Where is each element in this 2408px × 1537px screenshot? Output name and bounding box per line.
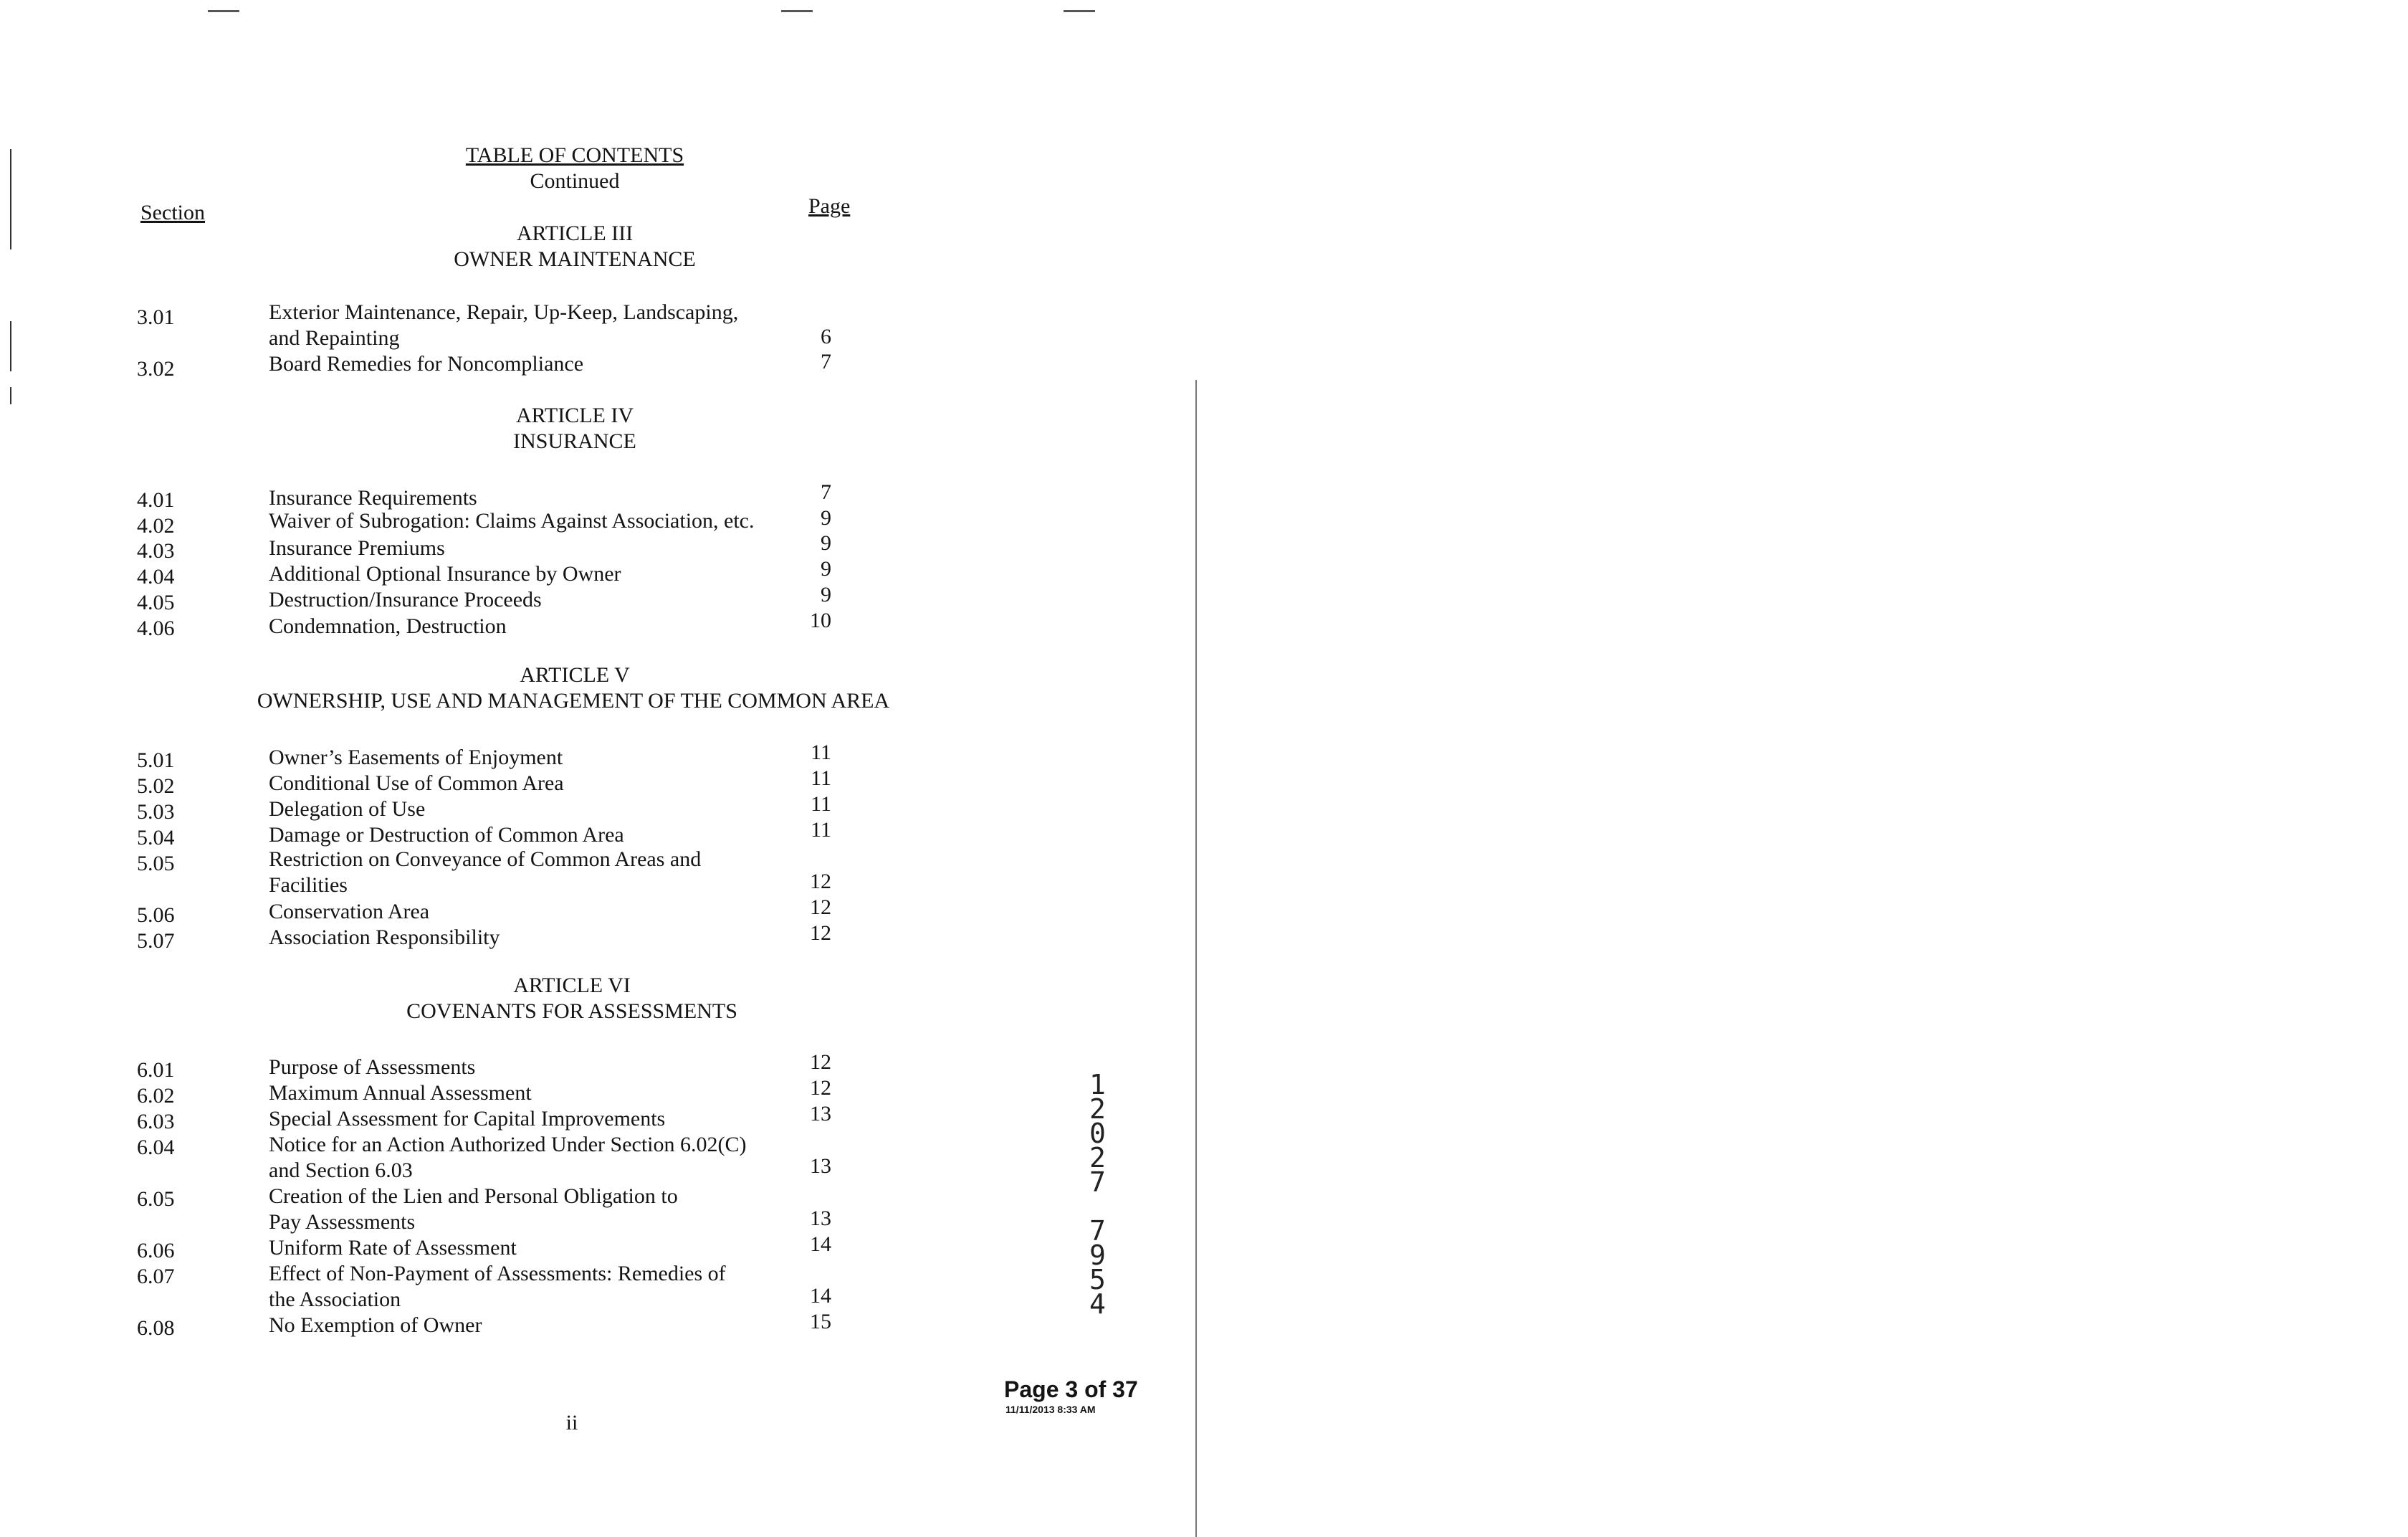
entry-title: Board Remedies for Noncompliance [269, 352, 584, 376]
scan-mark [781, 10, 813, 12]
section-number: 5.02 [137, 774, 175, 798]
roman-page-number: ii [565, 1411, 578, 1434]
entry-title: Conservation Area [269, 900, 430, 923]
article-name: COVENANTS FOR ASSESSMENTS [406, 999, 737, 1023]
section-number: 6.05 [137, 1187, 175, 1211]
stamp-digit: 7 [1089, 1215, 1106, 1247]
section-column-header: Section [140, 201, 205, 224]
stamp-digit: 1 [1089, 1069, 1106, 1100]
section-number: 6.08 [137, 1316, 175, 1340]
page-number: 6 [821, 325, 831, 348]
stamp-digit: 5 [1089, 1264, 1106, 1295]
stamp-digit: 7 [1089, 1166, 1106, 1198]
entry-title: Destruction/Insurance Proceeds [269, 588, 542, 612]
stamp-digit: 2 [1089, 1093, 1106, 1125]
page-number: 14 [810, 1284, 831, 1308]
entry-title: Delegation of Use [269, 797, 426, 821]
toc-title: TABLE OF CONTENTS [465, 143, 684, 167]
entry-title: Purpose of Assessments [269, 1055, 476, 1079]
toc-subtitle: Continued [530, 169, 620, 193]
entry-title: Owner’s Easements of Enjoyment [269, 746, 563, 769]
entry-title: Special Assessment for Capital Improvements [269, 1107, 666, 1131]
page-label: Page 3 of 37 [1004, 1376, 1138, 1402]
page-number: 12 [810, 895, 831, 919]
section-number: 6.06 [137, 1239, 175, 1262]
article-number: ARTICLE VI [513, 974, 631, 997]
page-number: 11 [811, 792, 831, 816]
scan-mark [208, 10, 239, 12]
page-number: 12 [810, 870, 831, 893]
scan-edge-line [10, 387, 11, 404]
page-number: 9 [821, 531, 831, 555]
section-number: 3.01 [137, 305, 175, 329]
page-number: 11 [811, 766, 831, 790]
page-number: 7 [821, 480, 831, 504]
page-number: 9 [821, 557, 831, 581]
entry-title: Waiver of Subrogation: Claims Against Association, etc. [269, 509, 755, 533]
page-number: 13 [810, 1154, 831, 1178]
section-number: 4.05 [137, 591, 175, 614]
page-number: 15 [810, 1310, 831, 1333]
section-number: 6.03 [137, 1110, 175, 1133]
section-number: 4.03 [137, 539, 175, 563]
page-number: 11 [811, 818, 831, 842]
page-number: 13 [810, 1102, 831, 1126]
page-number: 12 [810, 1076, 831, 1100]
section-number: 6.07 [137, 1265, 175, 1288]
section-number: 6.04 [137, 1136, 175, 1159]
section-number: 5.01 [137, 748, 175, 772]
entry-title: Uniform Rate of Assessment [269, 1236, 517, 1260]
section-number: 5.05 [137, 852, 175, 875]
entry-title-line: Notice for an Action Authorized Under Section 6.02(C) [269, 1133, 747, 1156]
page-column-header: Page [808, 194, 851, 218]
stamp-digit: 9 [1089, 1239, 1106, 1271]
article-number: ARTICLE III [516, 222, 634, 245]
section-number: 5.07 [137, 929, 175, 953]
section-number: 4.02 [137, 514, 175, 538]
page-number: 9 [821, 506, 831, 530]
article-name: OWNER MAINTENANCE [454, 247, 696, 271]
page-edge-line [1195, 380, 1197, 1537]
article-number: ARTICLE V [520, 663, 630, 687]
entry-title-line: Exterior Maintenance, Repair, Up-Keep, Landscaping, [269, 300, 739, 324]
section-number: 5.04 [137, 826, 175, 850]
page-number: 11 [811, 741, 831, 764]
stamp-digit: 0 [1089, 1118, 1106, 1149]
entry-title: Conditional Use of Common Area [269, 771, 564, 795]
stamp-digit: 4 [1089, 1288, 1106, 1320]
page-number: 13 [810, 1207, 831, 1230]
page-number: 12 [810, 921, 831, 945]
entry-title-line: Effect of Non-Payment of Assessments: Remedies of [269, 1262, 726, 1285]
section-number: 5.06 [137, 903, 175, 927]
section-number: 6.01 [137, 1058, 175, 1082]
entry-title: Insurance Requirements [269, 486, 477, 510]
scan-mark [1064, 10, 1095, 12]
page-number: 14 [810, 1232, 831, 1256]
entry-title: Additional Optional Insurance by Owner [269, 562, 621, 586]
entry-title: No Exemption of Owner [269, 1313, 482, 1337]
entry-title-line: Facilities [269, 873, 348, 897]
entry-title-line: and Repainting [269, 326, 400, 350]
entry-title: Condemnation, Destruction [269, 614, 507, 638]
scan-edge-line [10, 149, 11, 249]
print-timestamp: 11/11/2013 8:33 AM [1005, 1404, 1096, 1415]
entry-title-line: Pay Assessments [269, 1210, 416, 1234]
article-name: OWNERSHIP, USE AND MANAGEMENT OF THE COMMON AREA [257, 689, 890, 713]
section-number: 4.04 [137, 565, 175, 589]
recording-number-stamp [1089, 1069, 1106, 1320]
entry-title-line: and Section 6.03 [269, 1158, 413, 1182]
stamp-digit: 2 [1089, 1142, 1106, 1174]
page-number: 12 [810, 1050, 831, 1074]
section-number: 5.03 [137, 800, 175, 824]
section-number: 3.02 [137, 357, 175, 381]
article-number: ARTICLE IV [515, 404, 634, 427]
article-name: INSURANCE [513, 429, 636, 453]
page-number: 7 [821, 350, 831, 373]
page-number: 10 [810, 609, 831, 632]
page-number: 9 [821, 583, 831, 606]
entry-title: Association Responsibility [269, 925, 500, 949]
entry-title-line: Restriction on Conveyance of Common Areas and [269, 847, 702, 871]
entry-title-line: Creation of the Lien and Personal Obligation to [269, 1184, 678, 1208]
entry-title: Damage or Destruction of Common Area [269, 823, 624, 847]
section-number: 4.01 [137, 488, 175, 512]
entry-title-line: the Association [269, 1288, 401, 1311]
section-number: 4.06 [137, 617, 175, 640]
section-number: 6.02 [137, 1084, 175, 1108]
entry-title: Insurance Premiums [269, 536, 445, 560]
scan-edge-line [10, 321, 11, 371]
entry-title: Maximum Annual Assessment [269, 1081, 532, 1105]
